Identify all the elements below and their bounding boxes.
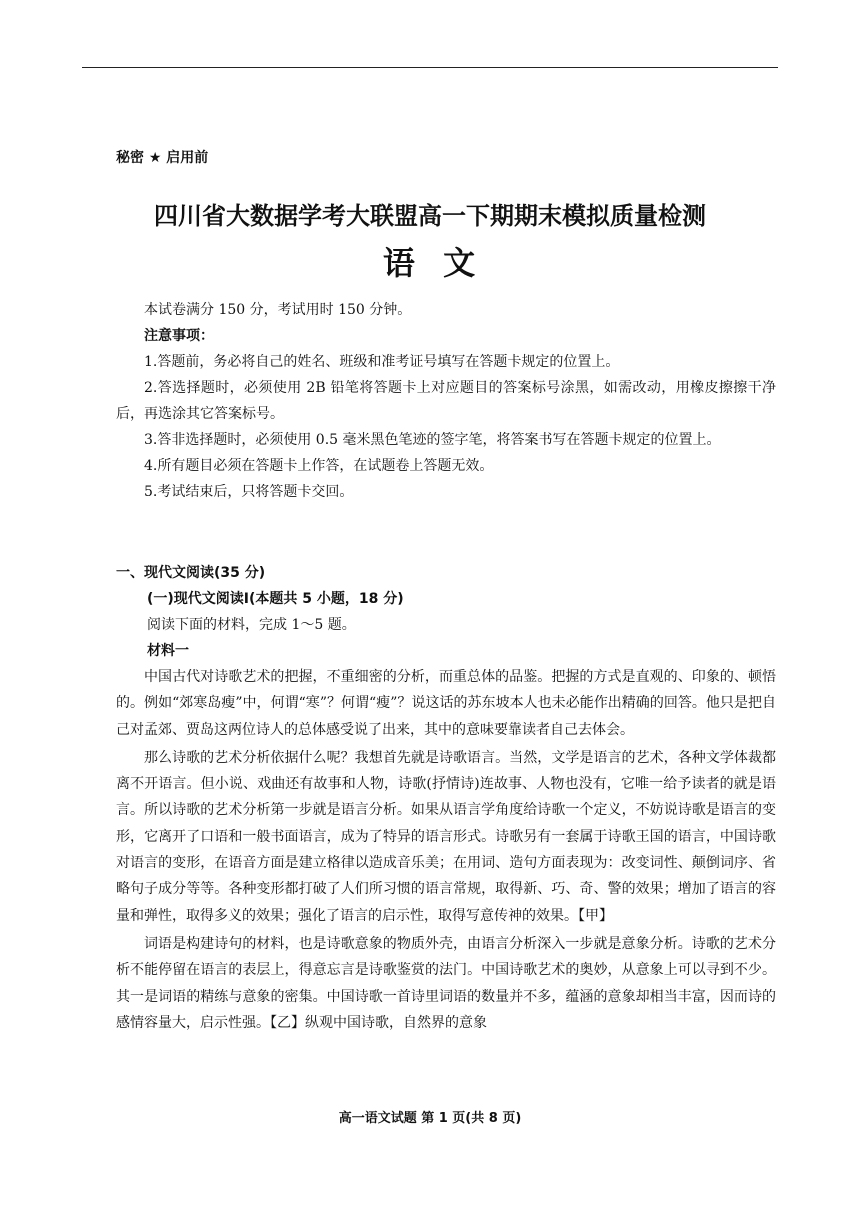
page-footer: 高一语文试题 第 1 页(共 8 页) — [338, 1111, 522, 1126]
notes-title: 注意事项： — [144, 328, 214, 344]
passage-paragraph: 那么诗歌的艺术分析依据什么呢？我想首先就是诗歌语言。当然，文学是语言的艺术，各种文学体裁都离不开语言。但小说、戏曲还有故事和人物，诗歌(抒情诗)连故事、人物也没有，它唯一给予读者的就是语言。所以诗歌的艺术分析第一步就是语言分析。如果从语言学角度给诗歌一个定义，不妨说诗歌是语言的变形，它离开了口语和一般书面语言，成为了特异的语言形式。诗歌另有一套属于诗歌王国的语言，中国诗歌对语言的变形，在语音方面是建立格律以造成音乐美；在用词、造句方面表现为：改变词性、颠倒词序、省略句子成分等等。各种变形都打破了人们所习惯的语言常规，取得新、巧、奇、警的效果；增加了语言的容量和弹性，取得多义的效果；强化了语言的启示性，取得写意传神的效果。【甲】 — [116, 749, 776, 924]
passage-paragraph: 词语是构建诗句的材料，也是诗歌意象的物质外壳，由语言分析深入一步就是意象分析。诗歌的艺术分析不能停留在语言的表层上，得意忘言是诗歌鉴赏的法门。中国诗歌艺术的奥妙，从意象上可以寻到不少。其一是词语的精练与意象的密集。中国诗歌一首诗里词语的数量并不多，蕴涵的意象却相当丰富，因而诗的感情容量大，启示性强。【乙】纵观中国诗歌，自然界的意象 — [116, 935, 776, 1031]
subject-title: 语 文 — [382, 244, 478, 282]
note-item: 3.答非选择题时，必须使用 0.5 毫米黑色笔迹的签字笔，将答案书写在答题卡规定的位置上。 — [144, 432, 721, 448]
note-item: 1.答题前，务必将自己的姓名、班级和准考证号填写在答题卡规定的位置上。 — [144, 354, 620, 370]
passage-paragraph: 中国古代对诗歌艺术的把握，不重细密的分析，而重总体的品鉴。把握的方式是直观的、印象的、顿悟的。例如“郊寒岛瘦”中，何谓“寒”？何谓“瘦”？说这话的苏东坡本人也未必能作出精确的回答。他只是把自己对孟郊、贾岛这两位诗人的总体感受说了出来，其中的意味要靠读者自己去体会。 — [116, 669, 776, 738]
exam-instructions — [116, 297, 776, 505]
top-rule — [82, 67, 778, 68]
exam-title: 四川省大数据学考大联盟高一下期期末模拟质量检测 — [154, 202, 706, 230]
score-line: 本试卷满分 150 分，考试用时 150 分钟。 — [144, 302, 412, 318]
note-item: 4.所有题目必须在答题卡上作答，在试题卷上答题无效。 — [144, 458, 494, 474]
material-label: 材料一 — [147, 643, 189, 659]
note-item: 5.考试结束后，只将答题卡交回。 — [144, 484, 354, 500]
note-item: 2.答选择题时，必须使用 2B 铅笔将答题卡上对应题目的答案标号涂黑，如需改动，用橡皮擦擦干净后，再选涂其它答案标号。 — [116, 380, 776, 422]
reading-instruction: 阅读下面的材料，完成 1～5 题。 — [147, 617, 356, 633]
confidential-label: 秘密 ★ 启用前 — [116, 150, 209, 166]
subsection-title: (一)现代文阅读Ⅰ(本题共 5 小题，18 分) — [147, 591, 404, 607]
reading-passage — [116, 664, 776, 1038]
section-title: 一、现代文阅读(35 分) — [116, 565, 266, 581]
